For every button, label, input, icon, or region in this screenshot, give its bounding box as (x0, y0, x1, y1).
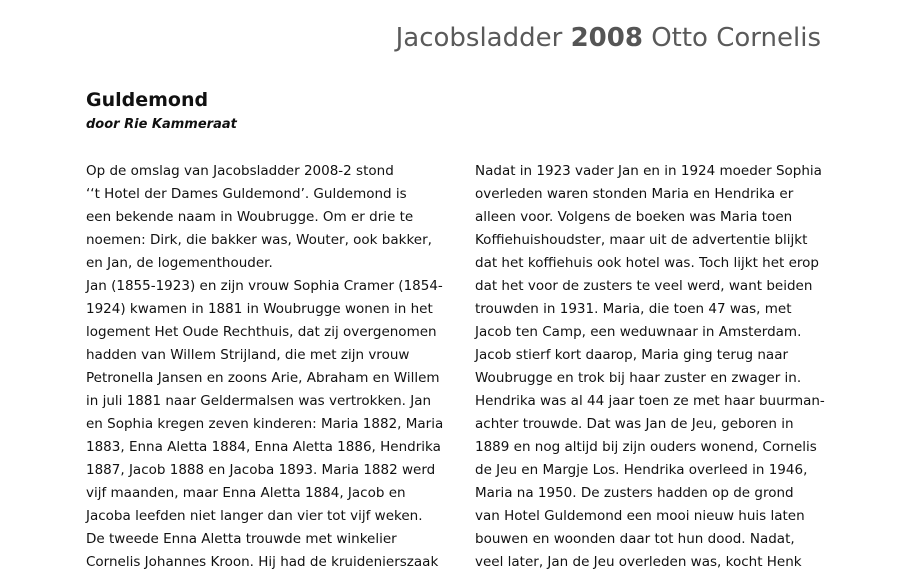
text-line: 1883, Enna Aletta 1884, Enna Aletta 1886, Hendrika (86, 439, 441, 455)
text-line: en Sophia kregen zeven kinderen: Maria 1882, Maria (86, 416, 444, 432)
text-line: Jacoba leefden niet langer dan vier tot vijf weken. (86, 508, 423, 524)
text-line: vijf maanden, maar Enna Aletta 1884, Jacob en (86, 485, 406, 501)
text-line: achter trouwde. Dat was Jan de Jeu, geboren in (475, 416, 794, 432)
text-column-right (475, 160, 835, 574)
text-line: overleden waren stonden Maria en Hendrika er (475, 186, 794, 202)
publication-year: 2008 (570, 23, 643, 53)
article-title: Guldemond (86, 89, 209, 111)
text-line: De tweede Enna Aletta trouwde met winkelier (86, 531, 397, 547)
text-line: trouwden in 1931. Maria, die toen 47 was, met (475, 301, 792, 317)
text-line: een bekende naam in Woubrugge. Om er drie te (86, 209, 414, 225)
text-line: Jacob ten Camp, een weduwnaar in Amsterdam. (475, 324, 802, 340)
text-line: Jan (1855-1923) en zijn vrouw Sophia Cramer (1854- (86, 278, 443, 294)
text-line: Hendrika was al 44 jaar toen ze met haar buurman- (475, 393, 825, 409)
text-line: logement Het Oude Rechthuis, dat zij overgenomen (86, 324, 437, 340)
text-line: ‘‘t Hotel der Dames Guldemond’. Guldemond is (86, 186, 407, 202)
text-line: bouwen en woonden daar tot hun dood. Nadat, (475, 531, 795, 547)
text-line: 1887, Jacob 1888 en Jacoba 1893. Maria 1882 werd (86, 462, 436, 478)
text-line: dat het voor de zusters te veel werd, want beiden (475, 278, 813, 294)
text-line: Op de omslag van Jacobsladder 2008-2 stond (86, 163, 394, 179)
text-line: in juli 1881 naar Geldermalsen was vertrokken. Jan (86, 393, 432, 409)
text-line: Cornelis Johannes Kroon. Hij had de kruidenierszaak (86, 554, 439, 570)
text-line: Koffiehuishoudster, maar uit de advertentie blijkt (475, 232, 808, 248)
author-name: Otto Cornelis (642, 23, 821, 53)
text-line: veel later, Jan de Jeu overleden was, kocht Henk (475, 554, 802, 570)
text-line: Nadat in 1923 vader Jan en in 1924 moeder Sophia (475, 163, 822, 179)
text-column-left (86, 160, 446, 574)
text-line: de Jeu en Margje Los. Hendrika overleed in 1946, (475, 462, 808, 478)
text-line: dat het koffiehuis ook hotel was. Toch lijkt het erop (475, 255, 819, 271)
publication-name: Jacobsladder (395, 23, 571, 53)
text-line: en Jan, de logementhouder. (86, 255, 273, 271)
text-line: noemen: Dirk, die bakker was, Wouter, ook bakker, (86, 232, 432, 248)
article-byline: door Rie Kammeraat (86, 117, 237, 132)
text-line: van Hotel Guldemond een mooi nieuw huis laten (475, 508, 805, 524)
publication-header (396, 22, 821, 54)
text-line: Woubrugge en trok bij haar zuster en zwager in. (475, 370, 802, 386)
text-line: hadden van Willem Strijland, die met zijn vrouw (86, 347, 410, 363)
text-line: 1924) kwamen in 1881 in Woubrugge wonen in het (86, 301, 433, 317)
text-line: Jacob stierf kort daarop, Maria ging terug naar (475, 347, 789, 363)
text-line: alleen voor. Volgens de boeken was Maria toen (475, 209, 793, 225)
text-line: Petronella Jansen en zoons Arie, Abraham en Willem (86, 370, 440, 386)
text-line: Maria na 1950. De zusters hadden op de grond (475, 485, 794, 501)
text-line: 1889 en nog altijd bij zijn ouders wonend, Cornelis (475, 439, 817, 455)
